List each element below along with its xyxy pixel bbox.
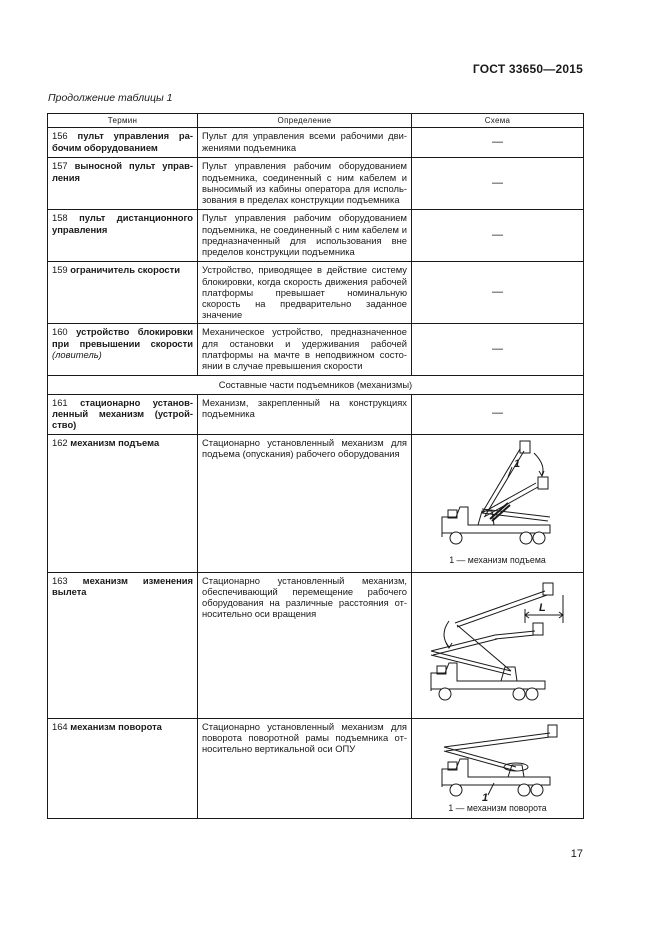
term-cell: [48, 262, 198, 324]
definition-cell: Пульт управления рабочим оборудованием подъемника, не соединенный с ним кабелем и предназначенный для использования вне пределов конструкции подъемника: [198, 210, 412, 262]
definition-cell: Устройство, приводящее в действие систему блокировки, когда скорость движения рабочей платформы превышает номинальную скорость на предварительно заданное значение: [198, 262, 412, 324]
term-cell: [48, 434, 198, 572]
callout-number: 1: [481, 791, 488, 803]
document-code: ГОСТ 33650—2015: [472, 62, 583, 76]
term-cell: [48, 718, 198, 818]
upper-boom-shape: [455, 591, 547, 627]
term-number: 161: [52, 396, 68, 408]
term-synonym: (ловитель): [52, 348, 102, 360]
term-cell: [48, 572, 198, 718]
slewing-mechanism-diagram: [438, 721, 558, 803]
scheme-cell: [412, 434, 584, 572]
term-number: 164: [52, 720, 68, 732]
basket-shape: [548, 725, 557, 737]
term-text: ограничитель скорости: [70, 264, 181, 276]
basket-shape: [533, 623, 543, 635]
upper-boom-shape: [444, 733, 550, 751]
definition-cell: Стационарно установленный механизм для поворота поворотной рамы подъемника относительно вертикальной оси ОПУ: [198, 718, 412, 818]
table-row: [48, 434, 584, 572]
basket-shape: [543, 583, 553, 595]
wheel-shape: [531, 784, 543, 796]
definition-cell: Механическое устройство, предназначенное для остановки и удерживания рабочей платформы на мачте в неподвижном состоянии в случае превышения скорости: [198, 324, 412, 376]
table-row: [48, 718, 584, 818]
wheel-shape: [526, 688, 538, 700]
term-text: устройство блокировки при превышении скорости: [52, 326, 193, 349]
table-header-row: [48, 114, 584, 128]
mid-upper-boom-shape: [495, 631, 535, 639]
wheel-shape: [439, 688, 451, 700]
scheme-caption: 1 — механизм поворота: [448, 802, 547, 813]
scheme-cell: —: [412, 324, 584, 376]
scheme-cell: —: [412, 210, 584, 262]
scheme-caption: 1 — механизм подъема: [449, 554, 546, 565]
wheel-shape: [533, 532, 545, 544]
table-row: [48, 128, 584, 158]
table-continued-label: Продолжение таблицы 1: [48, 92, 173, 104]
column-header-definition: Определение: [198, 114, 412, 128]
term-cell: [48, 394, 198, 434]
section-row: [48, 376, 584, 394]
term-text: пульт управления рабочим оборудованием: [52, 130, 193, 153]
term-number: 158: [52, 212, 68, 224]
section-title: Составные части подъемников (механизмы): [48, 376, 584, 394]
term-cell: [48, 128, 198, 158]
table-row: [48, 262, 584, 324]
scheme-cell: —: [412, 158, 584, 210]
callout-number: 1: [513, 457, 520, 470]
wheel-shape: [450, 532, 462, 544]
table-row: [48, 394, 584, 434]
scheme-cell: [412, 572, 584, 718]
scheme-cell: —: [412, 262, 584, 324]
term-number: 160: [52, 326, 68, 338]
term-number: 157: [52, 160, 68, 172]
definition-cell: Стационарно установленный механизм, обеспечивающий перемещение рабочего оборудования на различные расстояния относительно оси вращения: [198, 572, 412, 718]
scheme-cell: —: [412, 128, 584, 158]
arrow-head: [539, 471, 544, 476]
terms-table: [47, 113, 584, 819]
term-number: 156: [52, 130, 68, 142]
table-row: [48, 158, 584, 210]
term-number: 163: [52, 574, 68, 586]
term-cell: [48, 158, 198, 210]
term-text: пульт дистанционного управления: [52, 212, 193, 235]
basket-shape: [520, 441, 530, 453]
boom-shape: [444, 747, 516, 771]
mid-boom-shape: [431, 635, 497, 655]
column-header-term: Термин: [48, 114, 198, 128]
page-number: 17: [570, 848, 583, 860]
basket-shape: [538, 477, 548, 489]
lift-mechanism-diagram: [438, 437, 558, 555]
table-row: [48, 210, 584, 262]
definition-cell: Механизм, закрепленный на конструкциях подъемника: [198, 394, 412, 434]
wheel-shape: [520, 532, 532, 544]
wheel-shape: [450, 784, 462, 796]
truck-body-shape: [431, 663, 545, 691]
scheme-cell: [412, 718, 584, 818]
term-text: механизм подъема: [70, 436, 160, 448]
term-text: механизм изменения вылета: [52, 574, 193, 597]
dimension-label: L: [539, 601, 546, 614]
term-text: стационарно установленный механизм (устройство): [52, 396, 193, 431]
term-text: механизм поворота: [70, 720, 162, 732]
definition-cell: Пульт управления рабочим оборудованием подъемника, соединенный с ним кабелем и выносимый из кабины оператора для использования в пределах конструкции подъемника: [198, 158, 412, 210]
folded-boom-shape: [431, 651, 511, 675]
scheme-cell: —: [412, 394, 584, 434]
definition-cell: Пульт для управления всеми рабочими движениями подъемника: [198, 128, 412, 158]
motion-arc: [534, 453, 543, 475]
term-cell: [48, 210, 198, 262]
term-number: 162: [52, 436, 68, 448]
table-row: [48, 324, 584, 376]
table-row: [48, 572, 584, 718]
column-header-scheme: Схема: [412, 114, 584, 128]
term-number: 159: [52, 264, 68, 276]
truck-body-shape: [442, 759, 550, 787]
term-text: выносной пульт управления: [52, 160, 193, 183]
term-cell: [48, 324, 198, 376]
definition-cell: Стационарно установленный механизм для подъема (опускания) рабочего оборудования: [198, 434, 412, 572]
wheel-shape: [513, 688, 525, 700]
wheel-shape: [518, 784, 530, 796]
outreach-mechanism-diagram: [425, 575, 570, 711]
